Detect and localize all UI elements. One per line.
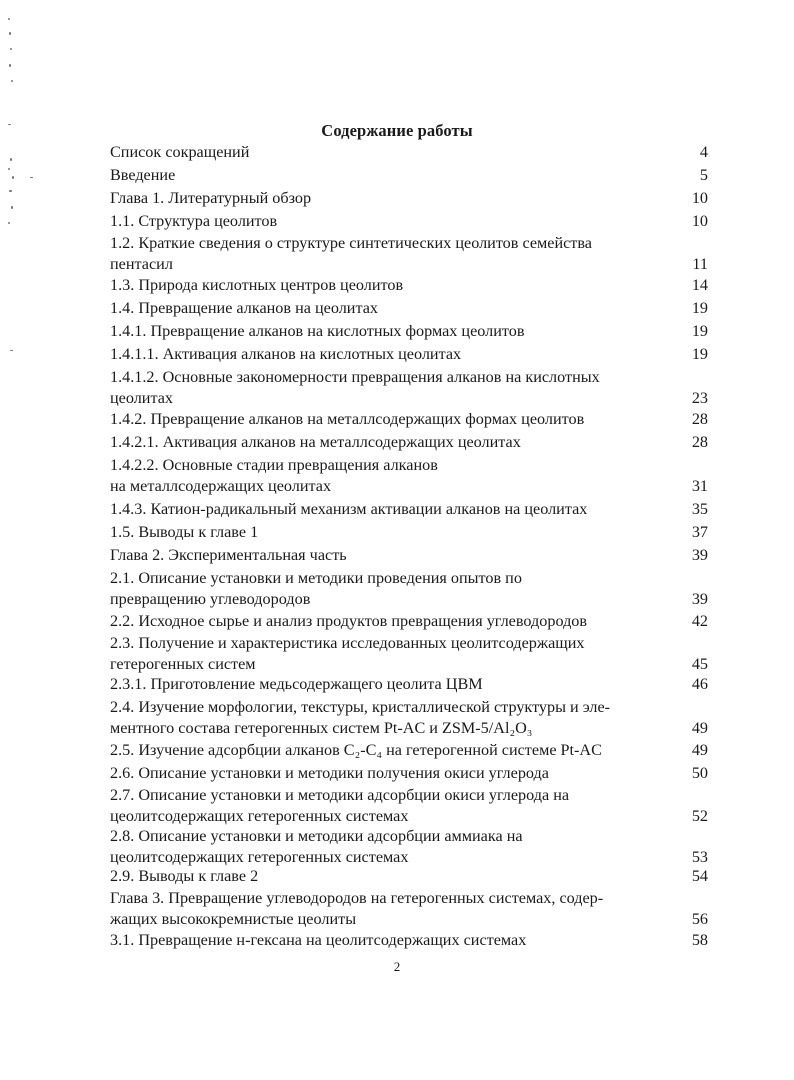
toc-entry-text: 2.1. Описание установки и методики проведения опытов по (110, 569, 522, 587)
toc-entry-text-continued: цеолитсодержащих гетерогенных системах (110, 807, 409, 825)
toc-entry-text: 1.5. Выводы к главе 1 (110, 523, 259, 541)
scan-mark (12, 176, 14, 179)
toc-entry (110, 188, 708, 209)
toc-entry-text: Список сокращений (110, 143, 250, 161)
toc-entry-page: 53 (691, 848, 708, 866)
toc-entry-text-continued: ментного состава гетерогенных систем Pt-AC и ZSM-5/Al₂O₃ (110, 719, 533, 737)
toc-entry-page: 28 (691, 410, 708, 428)
toc-entry-text: 2.3.1. Приготовление медьсодержащего цеолита ЦВМ (110, 675, 483, 693)
toc-entry-text: 3.1. Превращение н-гексана на цеолитсодержащих системах (110, 931, 527, 949)
toc-entry-text-continued: цеолитах (110, 389, 174, 407)
toc-entry (110, 298, 708, 319)
toc-entry (110, 930, 708, 951)
scan-mark (9, 64, 11, 67)
toc-entry (110, 344, 708, 365)
toc-entry-text: 1.4.3. Катион-радикальный механизм активации алканов на цеолитах (110, 500, 588, 518)
toc-entry-text-continued: цеолитсодержащих гетерогенных системах (110, 848, 409, 866)
toc-entry-page: 19 (691, 345, 708, 363)
toc-entry-page: 56 (691, 910, 708, 928)
scan-mark (30, 177, 33, 178)
toc-entry-page: 39 (691, 546, 708, 564)
toc-entry-text: Глава 1. Литературный обзор (110, 189, 312, 207)
toc-entry (110, 740, 708, 761)
toc-entry-page: 42 (691, 612, 708, 630)
toc-entry-page: 39 (691, 590, 708, 608)
page-number: 2 (393, 959, 401, 974)
toc-entry-text: 2.9. Выводы к главе 2 (110, 867, 259, 885)
toc-entry-text: 1.2. Краткие сведения о структуре синтетических цеолитов семейства (110, 234, 592, 252)
toc-entry (110, 233, 708, 275)
toc-entry-page: 37 (691, 523, 708, 541)
toc-entry (110, 367, 708, 409)
toc-entry (110, 432, 708, 453)
toc-entry (110, 545, 708, 566)
scan-mark (8, 18, 10, 20)
toc-entry (110, 522, 708, 543)
toc-entry-text: 2.2. Исходное сырье и анализ продуктов превращения углеводородов (110, 612, 588, 630)
scan-mark (10, 350, 13, 351)
toc-entry-text: 1.4.1.1. Активация алканов на кислотных цеолитах (110, 345, 462, 363)
toc-entry-page: 10 (691, 212, 708, 230)
toc-entry-text: 1.4.1.2. Основные закономерности превращения алканов на кислотных (110, 368, 600, 386)
toc-entry-text: 1.3. Природа кислотных центров цеолитов (110, 276, 404, 294)
toc-entry-text: 2.4. Изучение морфологии, текстуры, кристаллической структуры и эле- (110, 698, 611, 716)
toc-entry-text: 1.4.2.1. Активация алканов на металлсодержащих цеолитах (110, 433, 521, 451)
toc-entry (110, 142, 708, 163)
toc-entry-text-continued: жащих высококремнистые цеолиты (110, 910, 357, 928)
toc-entry-text: 1.4. Превращение алканов на цеолитах (110, 299, 378, 317)
toc-entry-page: 28 (691, 433, 708, 451)
toc-entry-text: 1.4.1. Превращение алканов на кислотных формах цеолитов (110, 322, 525, 340)
toc-entry-text-continued: на металлсодержащих цеолитах (110, 477, 332, 495)
toc-entry-page: 46 (691, 675, 708, 693)
toc-entry (110, 275, 708, 296)
scan-mark (9, 32, 11, 35)
toc-entry-text-continued: пентасил (110, 255, 173, 273)
toc-entry-page: 19 (691, 299, 708, 317)
toc-entry (110, 611, 708, 632)
toc-entry-page: 31 (691, 477, 708, 495)
toc-entry-page: 4 (699, 143, 708, 161)
toc-entry-page: 23 (691, 389, 708, 407)
toc-entry (110, 866, 708, 887)
toc-entry-text-continued: гетерогенных систем (110, 655, 256, 673)
toc-entry-page: 49 (691, 719, 708, 737)
toc-entry-page: 11 (692, 255, 708, 273)
toc-entry-text: Глава 3. Превращение углеводородов на гетерогенных системах, содер- (110, 889, 604, 907)
toc-entry-page: 10 (691, 189, 708, 207)
toc-entry (110, 455, 708, 497)
scan-mark (8, 168, 10, 170)
toc-entry-text: 1.1. Структура цеолитов (110, 212, 278, 230)
toc-entry (110, 633, 708, 675)
toc-entry-page: 14 (691, 276, 708, 294)
toc-entry-page: 58 (691, 931, 708, 949)
toc-entry-text: 2.8. Описание установки и методики адсорбции аммиака на (110, 827, 523, 845)
toc-entry (110, 888, 708, 930)
toc-entry (110, 785, 708, 827)
toc-entry (110, 763, 708, 784)
scan-mark (10, 48, 12, 50)
toc-entry (110, 674, 708, 695)
toc-entry-text: 2.7. Описание установки и методики адсорбции окиси углерода на (110, 786, 570, 804)
toc-entry (110, 165, 708, 186)
toc-entry (110, 499, 708, 520)
scan-mark (9, 190, 12, 192)
toc-entry-page: 35 (691, 500, 708, 518)
toc-entry-text: Введение (110, 166, 176, 184)
toc-entry (110, 409, 708, 430)
toc-entry-text: Глава 2. Экспериментальная часть (110, 546, 347, 564)
toc-entry-text: 1.4.2.2. Основные стадии превращения алканов (110, 456, 438, 474)
scan-mark (11, 80, 13, 82)
toc-entry (110, 568, 708, 610)
toc-entry-page: 5 (699, 166, 708, 184)
toc-entry-text: 2.5. Изучение адсорбции алканов C₂-C₄ на гетерогенной системе Pt-AC (110, 741, 602, 759)
toc-entry (110, 826, 708, 868)
toc-entry-page: 50 (691, 764, 708, 782)
toc-entry-page: 54 (691, 867, 708, 885)
toc-entry-page: 52 (691, 807, 708, 825)
toc-entry (110, 321, 708, 342)
scan-mark (11, 206, 13, 209)
toc-entry-page: 19 (691, 322, 708, 340)
toc-entry (110, 697, 708, 739)
scan-mark (10, 158, 12, 161)
toc-title: Содержание работы (321, 121, 473, 140)
toc-entry-text: 1.4.2. Превращение алканов на металлсодержащих формах цеолитов (110, 410, 585, 428)
toc-entry-text-continued: превращению углеводородов (110, 590, 311, 608)
toc-entry (110, 211, 708, 232)
toc-entry-page: 45 (691, 655, 708, 673)
toc-entry-page: 49 (691, 741, 708, 759)
toc-entry-text: 2.6. Описание установки и методики получения окиси углерода (110, 764, 549, 782)
toc-entry-text: 2.3. Получение и характеристика исследованных цеолитсодержащих (110, 634, 585, 652)
scan-mark (8, 222, 10, 224)
